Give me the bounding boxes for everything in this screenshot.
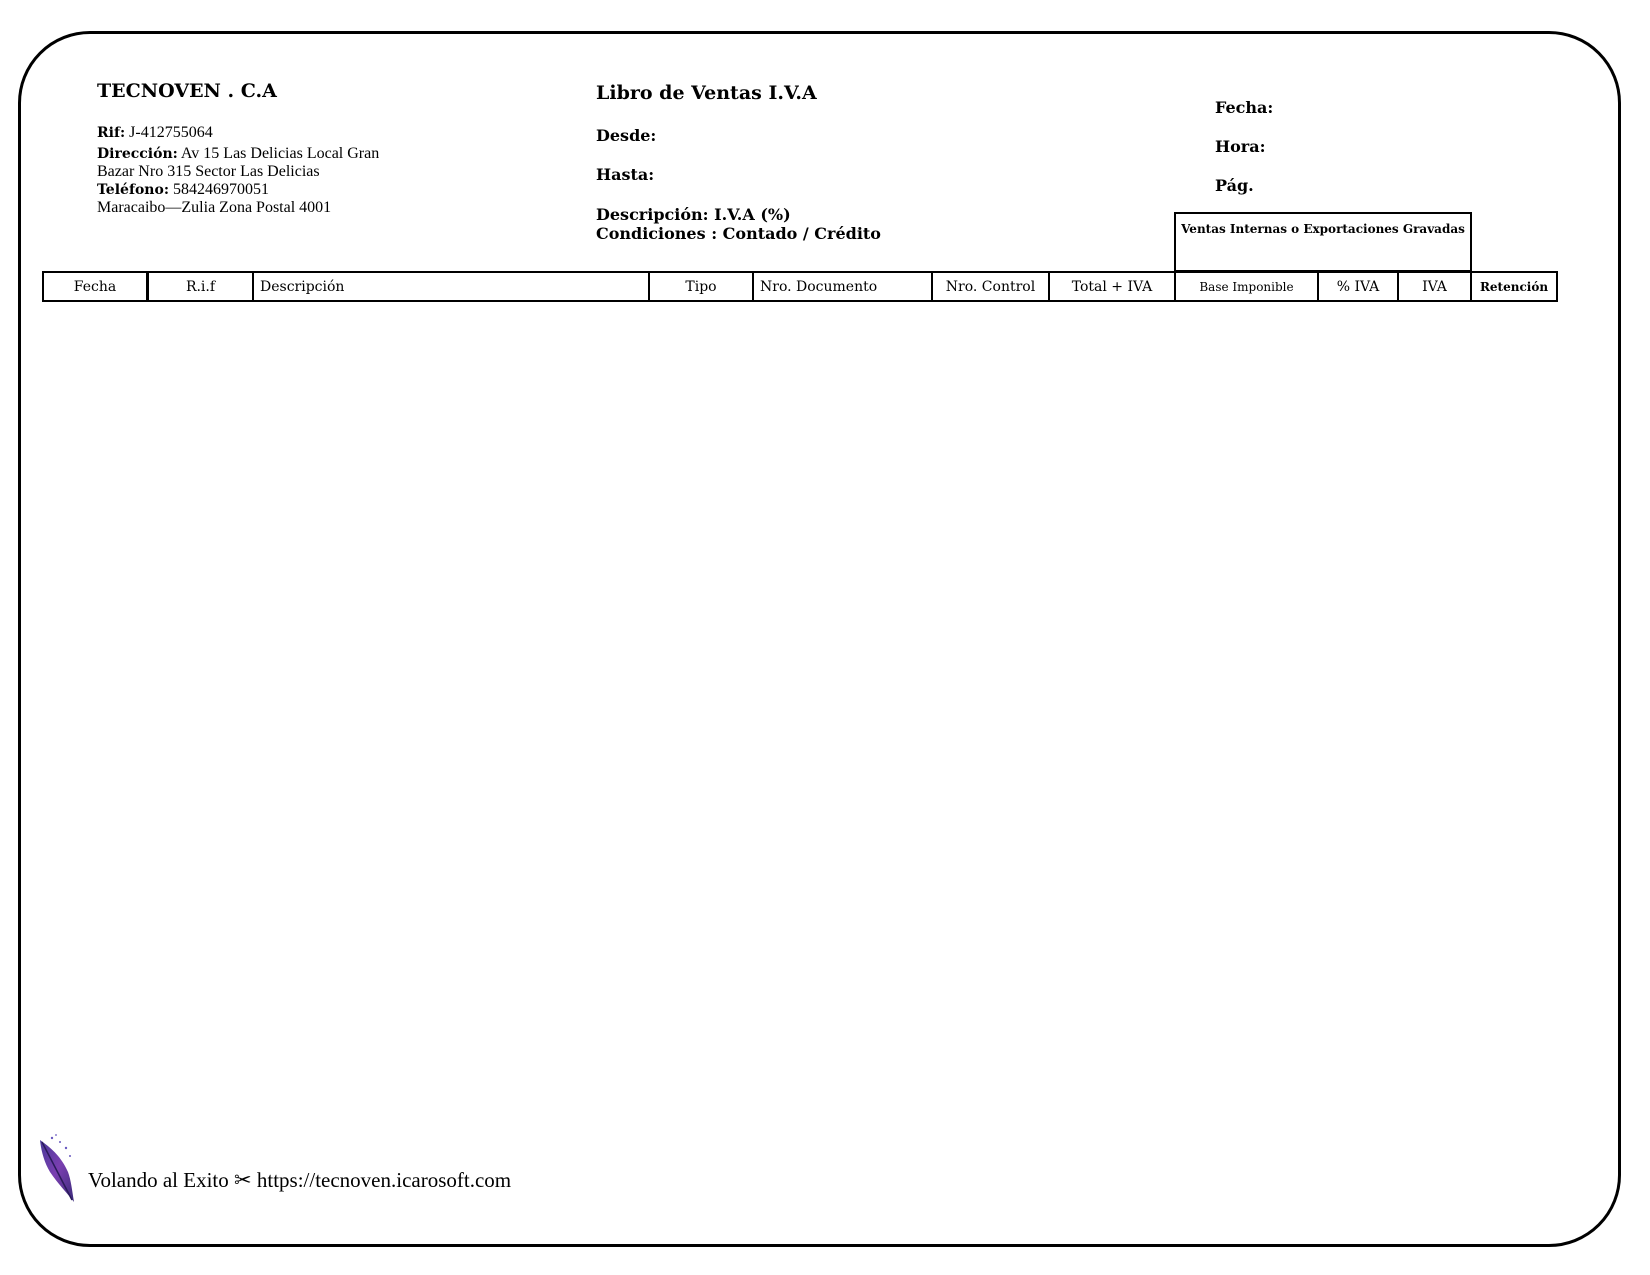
column-header-porcentaje-iva: % IVA bbox=[1317, 271, 1399, 302]
telefono-value: 584246970051 bbox=[173, 181, 269, 198]
report-title: Libro de Ventas I.V.A bbox=[596, 82, 817, 104]
direccion-line1: Av 15 Las Delicias Local Gran bbox=[180, 145, 380, 162]
column-header-nro-control: Nro. Control bbox=[931, 271, 1050, 302]
column-header-nro-documento: Nro. Documento bbox=[752, 271, 933, 302]
direccion-label: Dirección: bbox=[97, 146, 178, 162]
column-header-tipo: Tipo bbox=[648, 271, 754, 302]
rif-value: J-412755064 bbox=[129, 124, 213, 141]
footer-text: Volando al Exito ✂ https://tecnoven.icarosoft.com bbox=[88, 1168, 512, 1192]
condiciones-line: Condiciones : Contado / Crédito bbox=[596, 224, 881, 243]
company-address bbox=[97, 145, 379, 163]
hora-label: Hora: bbox=[1215, 137, 1266, 156]
column-header-iva: IVA bbox=[1397, 271, 1472, 302]
direccion-line2: Bazar Nro 315 Sector Las Delicias bbox=[97, 163, 320, 180]
company-phone bbox=[97, 181, 269, 199]
company-rif bbox=[97, 124, 213, 142]
column-header-descripcion: Descripción bbox=[252, 271, 650, 302]
pag-label: Pág. bbox=[1215, 176, 1254, 195]
column-header-total-iva: Total + IVA bbox=[1048, 271, 1176, 302]
company-city: Maracaibo—Zulia Zona Postal 4001 bbox=[97, 199, 332, 216]
column-header-rif: R.i.f bbox=[147, 271, 254, 302]
fecha-label: Fecha: bbox=[1215, 98, 1274, 117]
column-header-fecha: Fecha bbox=[42, 271, 148, 302]
column-header-retencion: Retención bbox=[1470, 271, 1558, 302]
telefono-label: Teléfono: bbox=[97, 182, 169, 198]
desde-label: Desde: bbox=[596, 126, 657, 145]
quill-feather-icon bbox=[38, 1132, 80, 1204]
rif-label: Rif: bbox=[97, 125, 126, 141]
descripcion-line: Descripción: I.V.A (%) bbox=[596, 205, 791, 224]
group-header-ventas: Ventas Internas o Exportaciones Gravadas bbox=[1174, 212, 1472, 272]
company-name: TECNOVEN . C.A bbox=[97, 80, 277, 102]
column-header-base-imponible: Base Imponible bbox=[1174, 271, 1319, 302]
hasta-label: Hasta: bbox=[596, 165, 655, 184]
